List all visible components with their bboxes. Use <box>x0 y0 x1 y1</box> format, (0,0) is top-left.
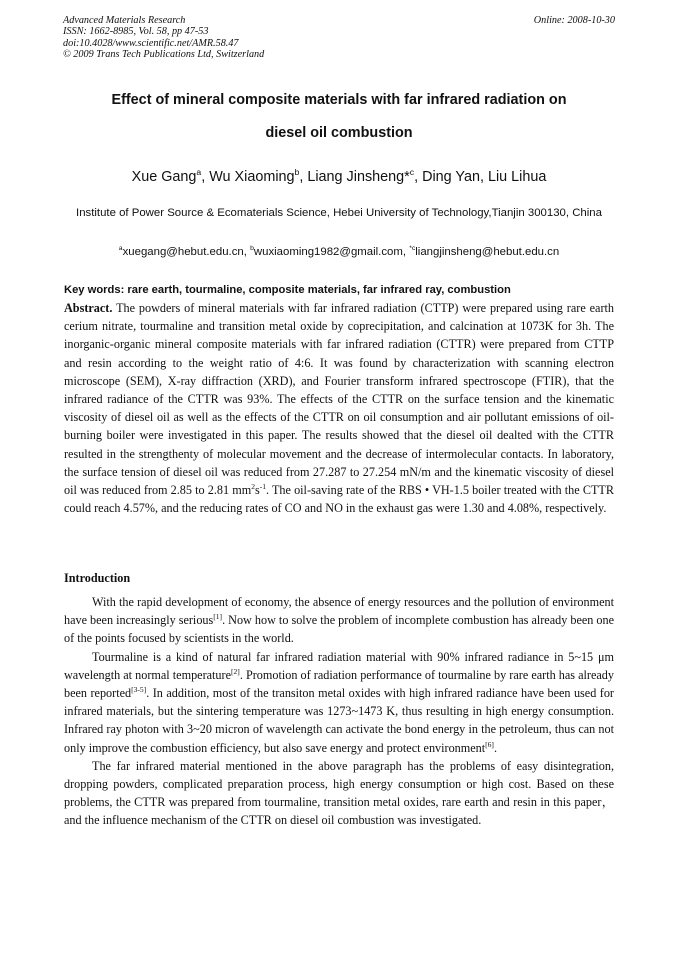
email-link[interactable]: liangjinsheng@hebut.edu.cn <box>415 246 560 258</box>
online-date: Online: 2008-10-30 <box>533 15 615 26</box>
paper-title-line-2: diesel oil combustion <box>265 125 413 141</box>
abstract-label: Abstract. <box>64 301 113 315</box>
email-list: $^a$xuegang@hebut.edu.cn, $^b$wuxiaoming1982@gmail.com, $^{*c}$liangjinsheng@hebut.edu.cn <box>118 245 560 258</box>
journal-header <box>63 15 615 61</box>
email-mark: b <box>250 245 254 253</box>
paragraph-text: . <box>493 740 497 755</box>
citation-ref[interactable]: [1] <box>213 612 223 622</box>
email-link[interactable]: wuxiaoming1982@gmail.com <box>253 246 403 258</box>
abstract-superscript: -1 <box>259 481 267 491</box>
paragraph-text: . Now how to solve the problem of incomplete combustion has already been one of the points focused by scientists in the world. <box>64 613 614 646</box>
abstract-text-unit: s <box>254 483 260 498</box>
citation-ref[interactable]: [3-5] <box>131 684 147 694</box>
email-mark: a <box>118 245 123 253</box>
copyright-line: © 2009 Trans Tech Publications Ltd, Switzerland <box>63 49 265 61</box>
abstract <box>64 299 614 517</box>
citation-ref[interactable]: [6] <box>485 739 494 749</box>
intro-paragraph: The far infrared material mentioned in the above paragraph has the problems of easy disintegration, dropping powders, complicated preparation process, high energy consumption or high cost. Based on these problems, the CTTR was prepared from tourmaline, transition metal oxides, rare earth and resin in this paper， and the influence mechanism of the CTTR on diesel oil combustion was investigated. <box>64 758 614 828</box>
abstract-superscript: 2 <box>251 481 255 491</box>
author-name: Liang Jinsheng* <box>307 169 410 185</box>
paragraph-text: . In addition, most of the transiton metal oxides with high infrared radiance have been used for infrared materials, but the sintering temperature was 1273~1473 K, thus resulting in high energy consumption. Infrared ray photon with 3~20 micron of wavelength can activate the bond energy in the petroleum, thus can not only improve the combustion efficiency, but also save energy and protect environment <box>64 686 614 755</box>
doi-line: doi:10.4028/www.scientific.net/AMR.58.47 <box>63 37 239 49</box>
citation-ref[interactable]: [2] <box>231 666 240 676</box>
author-affil-mark: a <box>196 167 202 178</box>
section-heading-introduction: Introduction <box>64 571 131 585</box>
issn-line: ISSN: 1662-8985, Vol. 58, pp 47-53 <box>63 26 209 38</box>
paragraph-text: . Promotion of radiation performance of tourmaline by rare earth has already been reported <box>64 667 614 701</box>
paragraph-text: With the rapid development of economy, the absence of energy resources and the pollution of environment have been increasingly serious <box>64 595 614 628</box>
author-affil-mark: b <box>294 167 300 178</box>
paper-title-line-1: Effect of mineral composite materials with far infrared radiation on <box>111 92 567 108</box>
author-name: Wu Xiaoming <box>209 169 295 185</box>
abstract-text: . The oil-saving rate of the RBS • VH-1.5 boiler treated with the CTTR could reach 4.57%, and the reducing rates of CO and NO in the exhaust gas were 1.30 and 4.08%, respectively. <box>64 483 614 516</box>
author-list: Xue Gang$^a$, Wu Xiaoming$^b$, Liang Jinsheng*$^c$, Ding Yan, Liu Lihua <box>131 167 547 185</box>
affiliation: Institute of Power Source & Ecomaterials Science, Hebei University of Technology,Tianjin 300130, China <box>76 207 602 219</box>
paragraph-text: Tourmaline is a kind of natural far infrared radiation material with 90% infrared radiance in 5~15 μm wavelength at normal temperature <box>64 649 614 682</box>
abstract-text: The powders of mineral materials with far infrared radiation (CTTP) were prepared using rare earth cerium nitrate, tourmaline and transition metal oxide by coprecipitation, and calcination at 1073K for 3h. The inorganic-organic mineral composite materials with far infrared radiation (CTTR) were prepared from CTTP and resin according to the weight ratio of 4:6. It was found by characterization with scanning electron microscope (SEM), X-ray diffraction (XRD), and Fourier transform infrared spectroscope (FTIR), that the infrared radiance of the CTTR was 93%. The effects of the CTTR on the surface tension and the kinematic viscosity of diesel oil as well as the effects of the CTTR on oil consumption and air pollutant emissions of oil-burning boiler were investigated in this paper. The results showed that the diesel oil dealted with the CTTR resulted in the strengthenty of molecular movement and the decrease of intermolecular contacts. In laboratory, the surface tension of diesel oil was reduced from 27.287 to 27.254 mN/m and the kinematic viscosity of diesel oil was reduced from 2.85 to 2.81 mm <box>64 301 614 498</box>
intro-paragraph <box>64 648 614 757</box>
keywords: Key words: rare earth, tourmaline, composite materials, far infrared ray, combustion <box>64 284 511 296</box>
journal-name: Advanced Materials Research <box>63 15 186 26</box>
email-mark: *c <box>409 245 416 253</box>
introduction-body <box>64 593 614 830</box>
author-name: Ding Yan <box>422 169 480 185</box>
author-name: Xue Gang <box>131 169 197 185</box>
author-affil-mark: c <box>409 167 415 178</box>
intro-paragraph <box>64 593 614 648</box>
author-name: Liu Lihua <box>487 169 547 185</box>
email-link[interactable]: xuegang@hebut.edu.cn <box>122 246 244 258</box>
